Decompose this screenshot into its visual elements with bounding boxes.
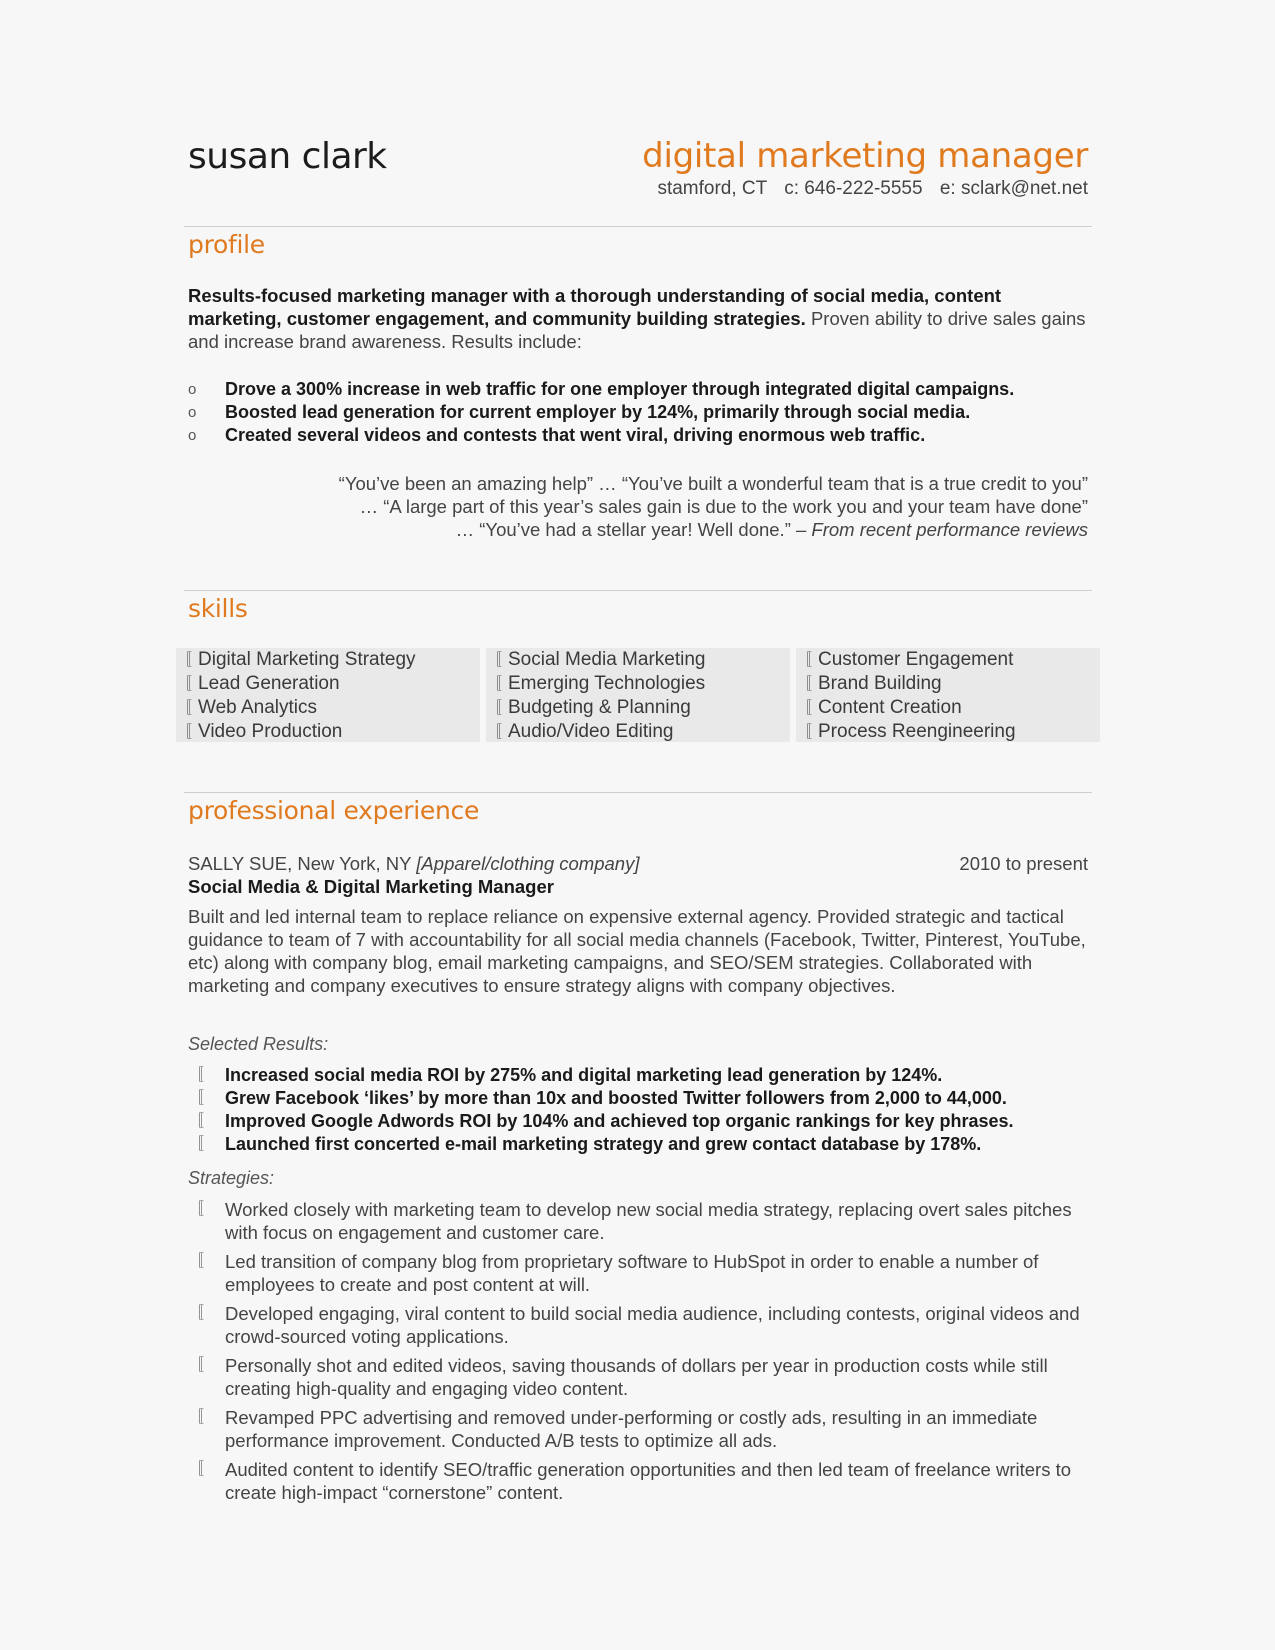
company-name: SALLY SUE, New York, NY (188, 853, 412, 874)
skill-item: 〚 Brand Building (796, 673, 942, 694)
bracket-bullet-icon: 〚 (188, 1090, 205, 1107)
bracket-bullet-icon: 〚 (188, 1113, 205, 1130)
section-title-skills: skills (188, 594, 248, 623)
section-title-profile: profile (188, 230, 265, 259)
skills-column (176, 648, 480, 742)
bracket-bullet-icon: 〚 (486, 724, 503, 741)
profile-summary-rest: Proven ability to drive sales gains and increase brand awareness. Results include: (188, 308, 1086, 352)
list-item: 〚 Personally shot and edited videos, saving thousands of dollars per year in production costs while still creating high-quality and engaging video content. (188, 1355, 1048, 1399)
skills-grid (176, 648, 1100, 742)
list-item: 〚 Audited content to identify SEO/traffic generation opportunities and then led team of freelance writers to create high-impact “cornerstone” content. (188, 1459, 1072, 1503)
list-item: 〚 Improved Google Adwords ROI by 104% and achieved top organic rankings for key phrases. (188, 1111, 1014, 1131)
list-item: o Drove a 300% increase in web traffic for one employer through integrated digital campaigns. (188, 379, 1015, 399)
skill-item: 〚 Content Creation (796, 697, 962, 718)
skill-item: 〚 Audio/Video Editing (486, 721, 674, 742)
list-item: 〚 Developed engaging, viral content to build social media audience, including contests, original videos and crowd-sourced voting applications. (188, 1303, 1080, 1347)
bracket-bullet-icon: 〚 (188, 1409, 205, 1426)
divider (184, 226, 1092, 227)
bracket-bullet-icon: 〚 (188, 1201, 205, 1218)
job-title: digital marketing manager (642, 136, 1088, 176)
bracket-bullet-icon: 〚 (188, 1067, 205, 1084)
list-item: 〚 Led transition of company blog from proprietary software to HubSpot in order to enable a number of employees to create and post content at will. (188, 1251, 1039, 1295)
skills-column (486, 648, 790, 742)
bracket-bullet-icon: 〚 (176, 652, 193, 669)
bracket-bullet-icon: 〚 (188, 1357, 205, 1374)
circle-bullet-icon: o (188, 381, 197, 398)
bracket-bullet-icon: 〚 (486, 652, 503, 669)
location: stamford, CT (657, 178, 767, 199)
quote-source: – From recent performance reviews (796, 519, 1088, 540)
bracket-bullet-icon: 〚 (188, 1253, 205, 1270)
skills-column (796, 648, 1100, 742)
skill-item: 〚 Process Reengineering (796, 721, 1016, 742)
phone: c: 646-222-5555 (784, 178, 923, 199)
profile-summary (188, 284, 1088, 353)
skill-item: 〚 Web Analytics (176, 697, 317, 718)
bracket-bullet-icon: 〚 (188, 1136, 205, 1153)
job-dates: 2010 to present (959, 853, 1088, 874)
skill-item: 〚 Social Media Marketing (486, 649, 706, 670)
skill-item: 〚 Customer Engagement (796, 649, 1014, 670)
divider (184, 792, 1092, 793)
list-item: 〚 Worked closely with marketing team to develop new social media strategy, replacing overt sales pitches with focus on engagement and customer care. (188, 1199, 1072, 1243)
skill-item: 〚 Emerging Technologies (486, 673, 706, 694)
skill-item: 〚 Digital Marketing Strategy (176, 649, 416, 670)
list-item: 〚 Launched first concerted e-mail marketing strategy and grew contact database by 178%. (188, 1134, 982, 1154)
bracket-bullet-icon: 〚 (176, 724, 193, 741)
selected-results-list (188, 1064, 1014, 1156)
list-item: o Boosted lead generation for current employer by 124%, primarily through social media. (188, 402, 971, 422)
job-header (188, 853, 1088, 875)
list-item: o Created several videos and contests that went viral, driving enormous web traffic. (188, 425, 926, 445)
skill-item: 〚 Budgeting & Planning (486, 697, 691, 718)
strategies-label: Strategies: (188, 1168, 275, 1188)
bracket-bullet-icon: 〚 (796, 676, 813, 693)
bracket-bullet-icon: 〚 (796, 652, 813, 669)
profile-highlights (188, 378, 1014, 447)
bracket-bullet-icon: 〚 (176, 700, 193, 717)
quote-line: … “You’ve had a stellar year! Well done.” – From recent performance reviews (455, 519, 1088, 540)
bracket-bullet-icon: 〚 (176, 676, 193, 693)
list-item: 〚 Revamped PPC advertising and removed under-performing or costly ads, resulting in an immediate performance improvement. Conducted A/B tests to optimize all ads. (188, 1407, 1038, 1451)
divider (184, 590, 1092, 591)
circle-bullet-icon: o (188, 404, 197, 421)
bracket-bullet-icon: 〚 (486, 676, 503, 693)
bracket-bullet-icon: 〚 (188, 1461, 205, 1478)
list-item: 〚 Grew Facebook ‘likes’ by more than 10x and boosted Twitter followers from 2,000 to 44,000. (188, 1088, 1007, 1108)
bracket-bullet-icon: 〚 (796, 724, 813, 741)
profile-summary-bold: Results-focused marketing manager with a thorough understanding of social media, content marketing, customer engagement, and community building strategies. (188, 285, 1002, 329)
skill-item: 〚 Lead Generation (176, 673, 340, 694)
bracket-bullet-icon: 〚 (188, 1305, 205, 1322)
candidate-name: susan clark (188, 136, 387, 177)
quote-line: … “A large part of this year’s sales gain is due to the work you and your team have done” (359, 496, 1088, 517)
testimonial-quotes (339, 472, 1088, 541)
strategies-list (188, 1198, 1088, 1510)
section-title-experience: professional experience (188, 796, 480, 825)
list-item: 〚 Increased social media ROI by 275% and digital marketing lead generation by 124%. (188, 1065, 943, 1085)
bracket-bullet-icon: 〚 (796, 700, 813, 717)
contact-line (657, 178, 1088, 200)
company-note: [Apparel/clothing company] (416, 853, 640, 874)
quote-line: “You’ve been an amazing help” … “You’ve built a wonderful team that is a true credit to you” (338, 473, 1088, 494)
bracket-bullet-icon: 〚 (486, 700, 503, 717)
circle-bullet-icon: o (188, 427, 197, 444)
email: e: sclark@net.net (939, 178, 1088, 199)
job-role: Social Media & Digital Marketing Manager (188, 876, 554, 897)
job-description: Built and led internal team to replace reliance on expensive external agency. Provided strategic and tactical guidance to team of 7 with accountability for all social media channels (Facebook, Twitter, Pinterest, YouTube, etc) along with company blog, email marketing campaigns, and SEO/SEM strategies. Collaborated with marketing and company executives to ensure strategy aligns with company objectives. (188, 906, 1086, 996)
skill-item: 〚 Video Production (176, 721, 343, 742)
selected-results-label: Selected Results: (188, 1034, 329, 1054)
